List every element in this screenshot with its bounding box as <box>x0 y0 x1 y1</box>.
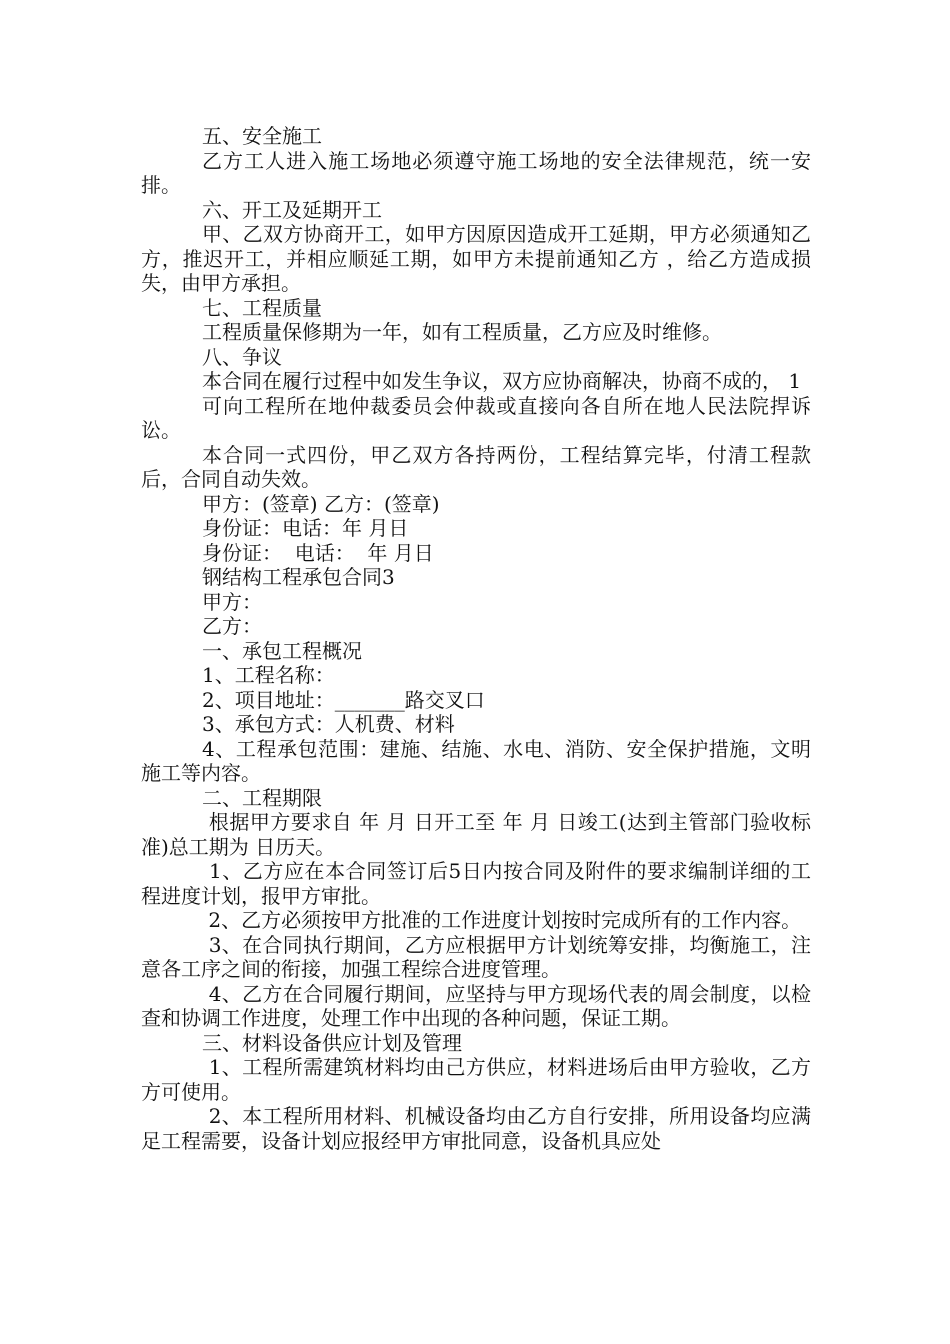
party-a-line: 甲方： <box>202 589 262 614</box>
section-heading-materials: 三、材料设备供应计划及管理 <box>202 1030 462 1055</box>
section-heading-quality: 七、工程质量 <box>202 295 322 320</box>
signature-line: 甲方：(签章) 乙方：(签章) <box>202 491 440 516</box>
paragraph: 根据甲方要求自 年 月 日开工至 年 月 日竣工(达到主管部门验收标准)总工期为 日历天。 <box>141 810 812 859</box>
section-heading-dispute: 八、争议 <box>202 344 282 369</box>
section-heading-safety: 五、安全施工 <box>202 124 322 148</box>
list-item: 1、工程所需建筑材料均由己方供应，材料进场后由甲方验收，乙方方可使用。 <box>141 1055 812 1104</box>
paragraph: 工程质量保修期为一年，如有工程质量，乙方应及时维修。 <box>202 320 722 344</box>
list-item: 4、工程承包范围：建施、结施、水电、消防、安全保护措施，文明施工等内容。 <box>141 736 811 785</box>
list-item: 2、项目地址：_______路交叉口 <box>202 687 485 712</box>
list-item: 1、乙方应在本合同签订后5日内按合同及附件的要求编制详细的工程进度计划，报甲方审批。 <box>141 859 812 908</box>
section-heading-period: 二、工程期限 <box>202 785 322 810</box>
list-item: 3、在合同执行期间，乙方应根据甲方计划统筹安排，均衡施工，注意各工序之间的衔接，加强工程综合进度管理。 <box>141 932 812 981</box>
id-phone-date-line: 身份证： 电话： 年 月日 <box>202 540 434 565</box>
list-item: 2、本工程所用材料、机械设备均由乙方自行安排，所用设备均应满足工程需要，设备计划应报经甲方审批同意，设备机具应处 <box>141 1104 812 1153</box>
contract-title: 钢结构工程承包合同3 <box>202 565 395 589</box>
party-b-line: 乙方： <box>202 614 262 638</box>
paragraph: 甲、乙双方协商开工，如甲方因原因造成开工延期，甲方必须通知乙方，推迟开工，并相应顺延工期，如甲方未提前通知乙方 ，给乙方造成损失，由甲方承担。 <box>141 222 811 295</box>
list-item: 4、乙方在合同履行期间，应坚持与甲方现场代表的周会制度，以检查和协调工作进度，处理工作中出现的各种问题，保证工期。 <box>141 981 812 1030</box>
paragraph: 本合同在履行过程中如发生争议，双方应协商解决，协商不成的， 1 <box>202 369 802 393</box>
id-phone-date-line: 身份证：电话：年 月日 <box>202 516 409 540</box>
paragraph: 乙方工人进入施工场地必须遵守施工场地的安全法律规范，统一安排。 <box>141 148 811 197</box>
list-item: 3、承包方式：人机费、材料 <box>202 712 455 736</box>
section-heading-start-work: 六、开工及延期开工 <box>202 197 382 222</box>
paragraph: 本合同一式四份，甲乙双方各持两份，工程结算完毕，付清工程款后，合同自动失效。 <box>141 442 811 491</box>
list-item: 2、乙方必须按甲方批准的工作进度计划按时完成所有的工作内容。 <box>202 908 802 932</box>
paragraph: 可向工程所在地仲裁委员会仲裁或直接向各自所在地人民法院捍诉讼。 <box>141 393 811 442</box>
section-heading-overview: 一、承包工程概况 <box>202 638 362 663</box>
list-item: 1、工程名称： <box>202 663 335 687</box>
document-body <box>141 124 811 1153</box>
